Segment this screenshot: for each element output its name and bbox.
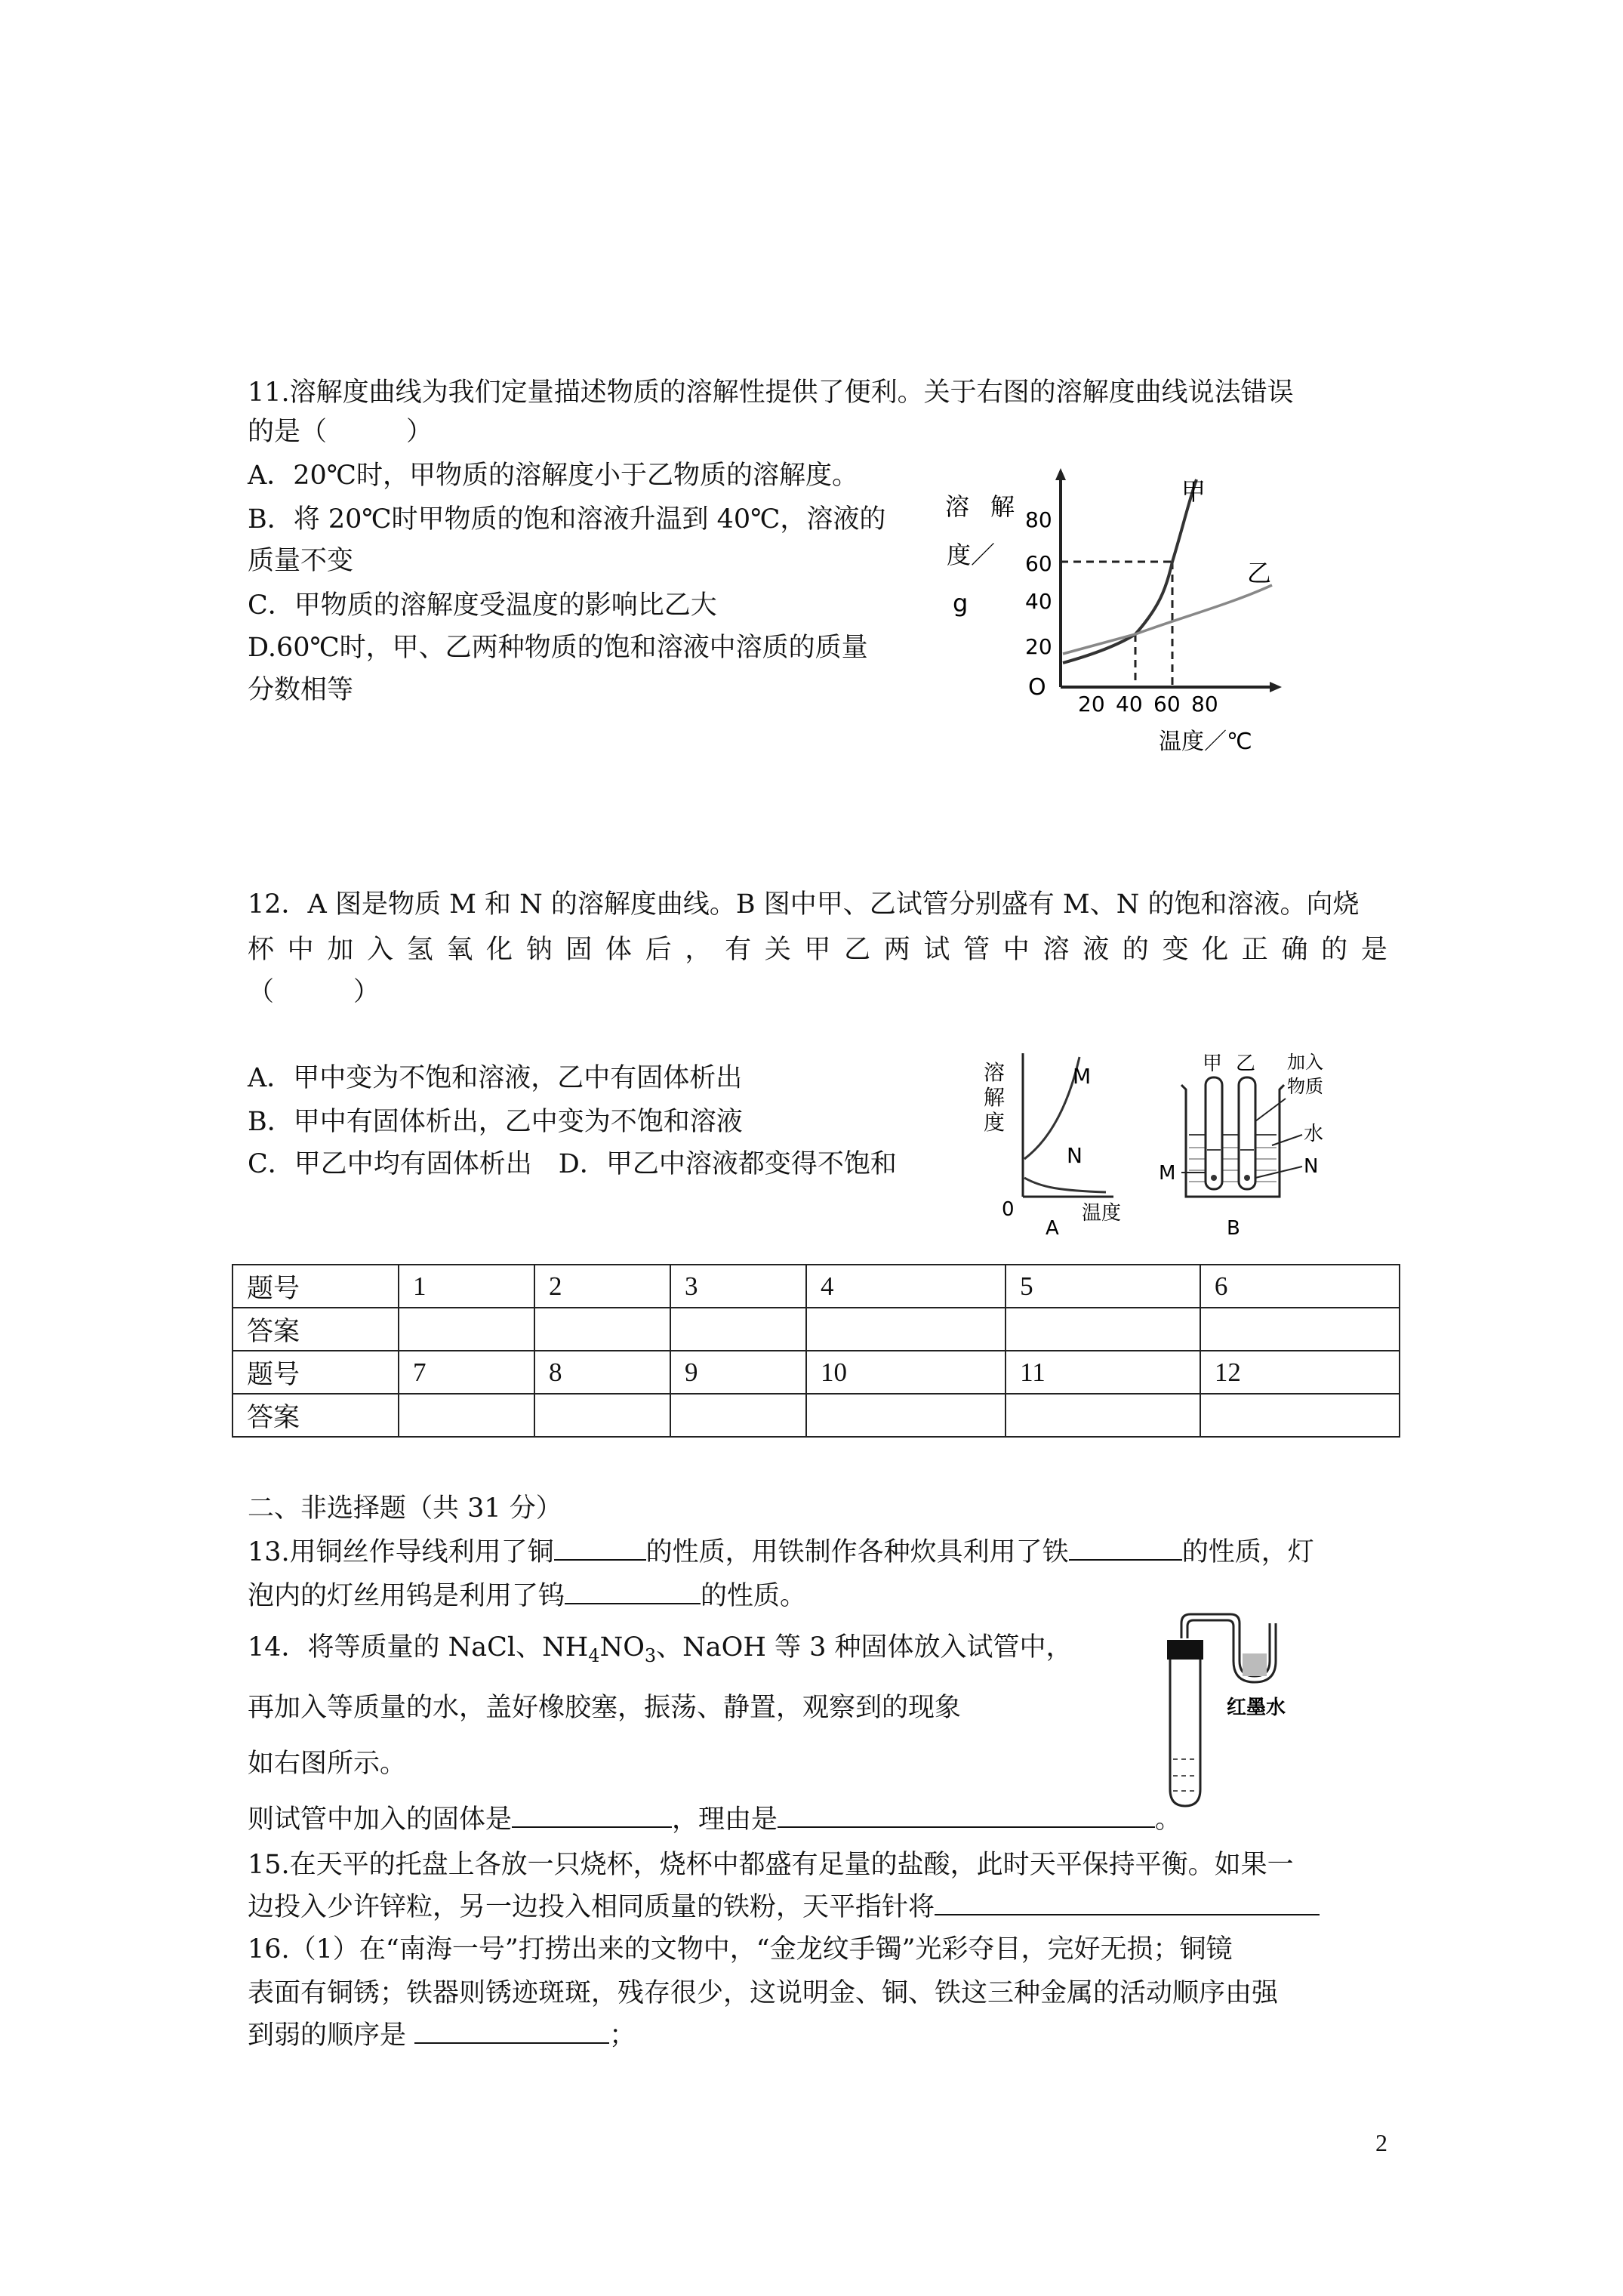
q13-blank-tungsten[interactable]: [565, 1577, 701, 1604]
q11-ytick-60: 60: [1025, 551, 1052, 576]
answer-input-cell[interactable]: [670, 1308, 806, 1351]
answer-input-cell[interactable]: [1006, 1394, 1200, 1437]
q11-curve-yi: [1063, 585, 1272, 654]
q12-figure-b: [1159, 1046, 1355, 1238]
q12-line2-char: 试: [923, 935, 950, 965]
q14-red-ink: [1243, 1653, 1267, 1676]
q16-line3: [248, 2013, 636, 2058]
answer-table-row: [233, 1351, 1400, 1394]
q12b-tube-yi: 乙: [1236, 1052, 1256, 1075]
q11-option-b-line2: 质量不变: [248, 546, 354, 576]
q14-line1: [248, 1625, 1073, 1678]
page-number: 2: [1375, 2129, 1387, 2156]
q12-line2-char: 甲: [804, 935, 831, 965]
q14-line1-c: 、NaOH 等 3 种固体放入试管中，: [656, 1632, 1073, 1663]
q12a-label-m: M: [1073, 1064, 1092, 1089]
q11-stem-line1: 11.溶解度曲线为我们定量描述物质的溶解性提供了便利。关于右图的溶解度曲线说法错误: [248, 378, 1294, 408]
q12-line2-char: 氢: [406, 935, 433, 965]
q11-stem-line2: 的是（ ）: [248, 417, 433, 447]
q12a-ylabel-2: 解: [984, 1085, 1006, 1110]
q12-option-cd: C．甲乙中均有固体析出 D．甲乙中溶液都变得不饱和: [248, 1149, 897, 1179]
q12b-tube-left: [1206, 1077, 1222, 1189]
q11-option-d-line2: 分数相等: [248, 675, 354, 705]
q12-option-b: B．甲中有固体析出，乙中变为不饱和溶液: [248, 1107, 743, 1137]
q14-test-tube-figure: [1147, 1608, 1344, 1812]
q12-line2-char: ，: [685, 935, 712, 965]
question-number-cell: 2: [534, 1265, 670, 1308]
answer-table-header-cell: 答案: [233, 1308, 399, 1351]
q11-xtick-60: 60: [1153, 692, 1181, 717]
q12a-origin: 0: [1002, 1198, 1015, 1221]
q11-ytick-80: 80: [1025, 507, 1052, 532]
q14-line4-b: ，理由是: [672, 1804, 778, 1835]
question-number-cell: 1: [399, 1265, 534, 1308]
q12a-caption: A: [1046, 1217, 1059, 1238]
question-number-cell: 5: [1006, 1265, 1200, 1308]
q12a-xlabel: 温度: [1082, 1202, 1122, 1225]
q12-line2-char: 是: [1360, 935, 1387, 965]
q14-sub-3: 3: [644, 1645, 657, 1666]
q14-line1-a: 14．将等质量的 NaCl、NH: [248, 1632, 589, 1663]
q12-line2-char: 两: [883, 935, 910, 965]
question-number-cell: 9: [670, 1351, 806, 1394]
answer-input-cell[interactable]: [534, 1394, 670, 1437]
q12b-add-2: 物质: [1287, 1076, 1323, 1097]
q15-line2-text: 边投入少许锌粒，另一边投入相同质量的铁粉，天平指针将: [248, 1892, 935, 1922]
q13-part2: 的性质，用铁制作各种炊具利用了铁: [645, 1537, 1069, 1567]
q15-line2: [248, 1885, 1320, 1930]
q12b-m-label: M: [1159, 1162, 1176, 1185]
q12b-tube-jia: 甲: [1203, 1052, 1223, 1075]
q13-part1: 13.用铜丝作导线利用了铜: [248, 1537, 554, 1567]
q14-red-ink-label: 红墨水: [1227, 1697, 1286, 1719]
answer-table: [232, 1264, 1400, 1438]
answer-table-header-cell: 答案: [233, 1394, 399, 1437]
q13-blank-iron[interactable]: [1069, 1533, 1182, 1561]
q14-blank-reason[interactable]: [778, 1801, 1155, 1828]
q12b-beaker: [1181, 1085, 1284, 1197]
q12-line2-char: 溶: [1042, 935, 1070, 965]
question-number-cell: 4: [806, 1265, 1006, 1308]
q12-line2-char: 的: [1122, 935, 1149, 965]
q12-line2-char: 加: [327, 935, 354, 965]
question-number-cell: 11: [1006, 1351, 1200, 1394]
q14-line2: 再加入等质量的水，盖好橡胶塞，振荡、静置，观察到的现象: [248, 1693, 962, 1723]
q14-blank-solid[interactable]: [512, 1801, 672, 1828]
question-number-cell: 3: [670, 1265, 806, 1308]
q11-option-c: C．甲物质的溶解度受温度的影响比乙大: [248, 590, 717, 621]
q16-line2: 表面有铜锈；铁器则锈迹斑斑，残存很少，这说明金、铜、铁这三种金属的活动顺序由强: [248, 1978, 1279, 2008]
q12-stem-line2: [248, 927, 1387, 972]
q12-line2-char: 变: [1162, 935, 1189, 965]
q12-line2-char: 关: [764, 935, 791, 965]
q11-ytick-20: 20: [1025, 634, 1052, 659]
q13-line2: [248, 1573, 806, 1619]
q11-ytick-40: 40: [1025, 589, 1052, 614]
q12-line2-char: 入: [367, 935, 394, 965]
q13-line1: [248, 1530, 1314, 1575]
q11-option-a: A．20℃时，甲物质的溶解度小于乙物质的溶解度。: [248, 461, 858, 491]
q11-option-d-line1: D.60℃时，甲、乙两种物质的饱和溶液中溶质的质量: [248, 633, 868, 663]
q12-line2-char: 后: [645, 935, 672, 965]
q12-line2-char: 的: [1321, 935, 1348, 965]
q11-x-arrow: [1270, 682, 1282, 692]
question-number-cell: 12: [1200, 1351, 1400, 1394]
q12-stem-line1: 12．A 图是物质 M 和 N 的溶解度曲线。B 图中甲、乙试管分别盛有 M、N 的饱和溶液。向烧: [248, 889, 1360, 920]
q12a-curve-n: [1024, 1178, 1106, 1192]
q12a-ylabel-1: 溶: [984, 1060, 1006, 1085]
q13-part3: 的性质，灯: [1181, 1537, 1314, 1567]
q11-xtick-20: 20: [1078, 692, 1105, 717]
q12-line2-char: 杯: [248, 935, 275, 965]
answer-table-header-cell: 题号: [233, 1351, 399, 1394]
q12-line2-char: 化: [1202, 935, 1229, 965]
q14-sub-4: 4: [588, 1645, 600, 1666]
q15-blank-pointer[interactable]: [935, 1888, 1320, 1915]
question-number-cell: 8: [534, 1351, 670, 1394]
q12-line2-char: 中: [287, 935, 314, 965]
answer-input-cell[interactable]: [806, 1308, 1006, 1351]
q12-line2-char: 有: [725, 935, 752, 965]
q14-test-tube: [1170, 1660, 1200, 1806]
q11-series-jia-label: 甲: [1181, 477, 1206, 506]
q12-line2-char: 液: [1083, 935, 1110, 965]
answer-input-cell[interactable]: [399, 1394, 534, 1437]
q12-line2-char: 固: [565, 935, 593, 965]
question-number-cell: 7: [399, 1351, 534, 1394]
answer-table-header-cell: 题号: [233, 1265, 399, 1308]
q14-stopper: [1167, 1640, 1203, 1660]
q16-line3-a: 到弱的顺序是: [248, 2020, 407, 2051]
q12b-caption: B: [1227, 1217, 1240, 1238]
q12-line2-char: 化: [486, 935, 513, 965]
q12-line2-char: 乙: [844, 935, 871, 965]
q12b-n-label: N: [1304, 1155, 1319, 1178]
answer-table-row: [233, 1265, 1400, 1308]
answer-table-row: [233, 1394, 1400, 1437]
answer-input-cell[interactable]: [1006, 1308, 1200, 1351]
answer-input-cell[interactable]: [534, 1308, 670, 1351]
q12a-ylabel-3: 度: [984, 1110, 1006, 1135]
section2-title: 二、非选择题（共 31 分）: [248, 1493, 562, 1524]
q12b-water-label: 水: [1304, 1123, 1324, 1145]
q13-part4: 泡内的灯丝用钨是利用了钨: [248, 1581, 565, 1611]
q12-line2-char: 确: [1281, 935, 1308, 965]
q11-ylabel-3: 度／: [947, 541, 996, 569]
q11-ylabel-4: g: [953, 589, 969, 618]
q12-line2-char: 正: [1241, 935, 1268, 965]
q15-line1: 15.在天平的托盘上各放一只烧杯，烧杯中都盛有足量的盐酸，此时天平保持平衡。如果一: [248, 1850, 1294, 1880]
answer-input-cell[interactable]: [399, 1308, 534, 1351]
q12-line2-char: 中: [1002, 935, 1030, 965]
answer-input-cell[interactable]: [1200, 1394, 1400, 1437]
q16-line1: 16.（1）在“南海一号”打捞出来的文物中，“金龙纹手镯”光彩夺目，完好无损；铜镜: [248, 1934, 1233, 1965]
question-number-cell: 6: [1200, 1265, 1400, 1308]
q12-stem-line3: （ ）: [248, 977, 380, 1007]
question-number-cell: 10: [806, 1351, 1006, 1394]
answer-input-cell[interactable]: [1200, 1308, 1400, 1351]
q14-line4-a: 则试管中加入的固体是: [248, 1804, 513, 1835]
q11-xlabel: 温度／℃: [1159, 729, 1252, 755]
answer-input-cell[interactable]: [670, 1394, 806, 1437]
answer-table-row: [233, 1308, 1400, 1351]
q11-ylabel-2: 解: [990, 492, 1015, 521]
q12-line2-char: 氧: [446, 935, 473, 965]
q12b-add-1: 加入: [1287, 1052, 1323, 1073]
q11-solubility-chart: [936, 468, 1291, 763]
q12-option-a: A．甲中变为不饱和溶液，乙中有固体析出: [248, 1063, 743, 1093]
q14-line1-b: NO: [599, 1632, 645, 1663]
q14-line3: 如右图所示。: [248, 1749, 407, 1779]
q11-option-b-line1: B．将 20℃时甲物质的饱和溶液升温到 40℃，溶液的: [248, 504, 886, 535]
q12-line2-char: 管: [963, 935, 990, 965]
q14-line4-c: 。: [1155, 1804, 1182, 1835]
q13-blank-copper[interactable]: [554, 1533, 646, 1561]
q16-line3-b: ；: [609, 2020, 636, 2051]
q12-line2-char: 体: [605, 935, 633, 965]
q12-figure-a: [978, 1046, 1151, 1238]
q14-line4: [248, 1797, 1181, 1842]
q13-part5: 的性质。: [701, 1581, 807, 1611]
q12-line2-char: 钠: [525, 935, 553, 965]
answer-input-cell[interactable]: [806, 1394, 1006, 1437]
q11-xtick-40: 40: [1116, 692, 1143, 717]
q12b-tube-right: [1239, 1077, 1255, 1189]
q11-origin: O: [1028, 674, 1046, 701]
q11-xtick-80: 80: [1191, 692, 1218, 717]
q16-blank-order[interactable]: [414, 2017, 609, 2044]
q11-ylabel-1: 溶: [945, 492, 970, 521]
q11-series-yi-label: 乙: [1247, 559, 1272, 587]
q11-y-arrow: [1055, 468, 1066, 480]
q12a-label-n: N: [1067, 1143, 1083, 1168]
